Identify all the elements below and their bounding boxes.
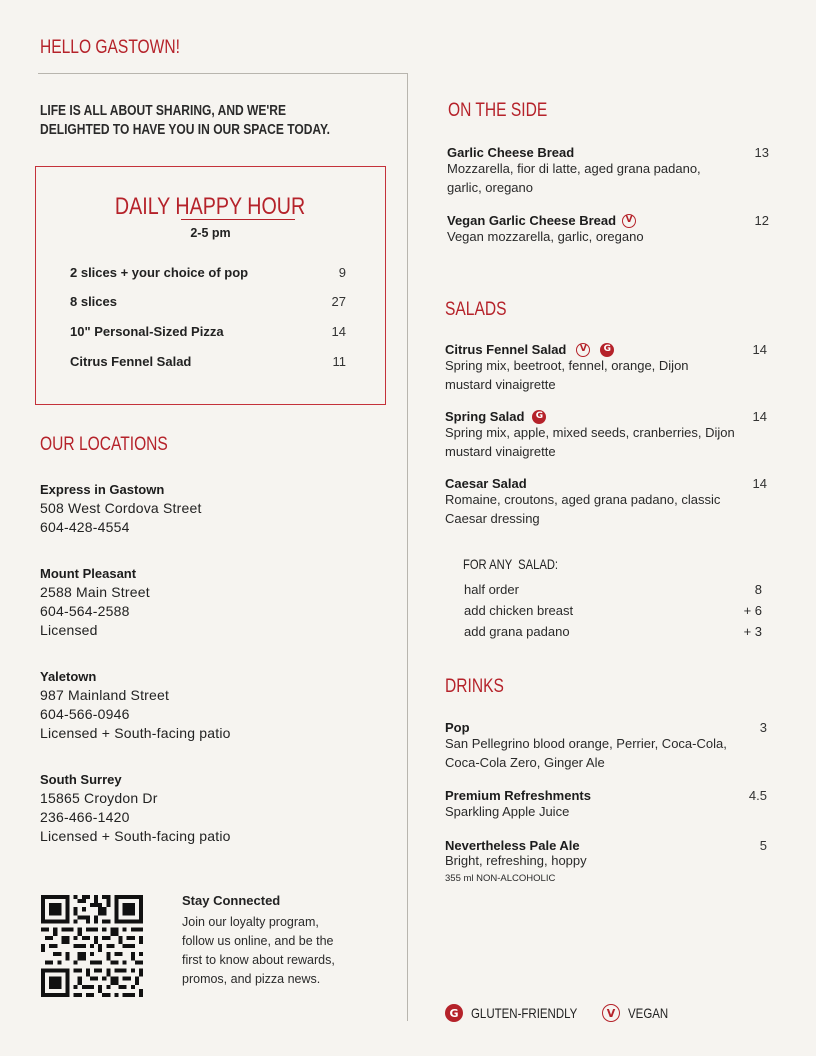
- location-phone: 236-466-1420: [40, 809, 130, 825]
- locations-heading: OUR LOCATIONS: [40, 434, 168, 455]
- addon-price: 8: [754, 582, 762, 597]
- on-the-side-heading: ON THE SIDE: [448, 100, 548, 121]
- gluten-friendly-icon: G: [445, 1004, 463, 1022]
- menu-item: [445, 476, 767, 528]
- legend-gluten-friendly: [445, 1004, 601, 1022]
- item-name: Garlic Cheese Bread: [447, 145, 575, 160]
- happy-hour-item-name: 10" Personal-Sized Pizza: [70, 324, 224, 339]
- menu-item: [445, 342, 767, 394]
- location-address: 987 Mainland Street: [40, 687, 170, 703]
- happy-hour-item-price: 9: [338, 265, 346, 280]
- item-description: San Pellegrino blood orange, Perrier, Coca-Cola, Coca-Cola Zero, Ginger Ale: [445, 736, 727, 770]
- item-name: Caesar Salad: [445, 476, 527, 491]
- item-note: 355 ml NON-ALCOHOLIC: [445, 873, 556, 884]
- menu-item: [447, 145, 769, 197]
- addon-row: [464, 582, 762, 597]
- item-price: 4.5: [748, 788, 767, 803]
- location-name: Mount Pleasant: [40, 566, 137, 581]
- item-description: Spring mix, beetroot, fennel, orange, Dijon mustard vinaigrette: [445, 358, 689, 392]
- vegan-icon: V: [576, 343, 590, 357]
- item-price: 5: [759, 838, 767, 853]
- addon-name: half order: [464, 582, 519, 597]
- happy-hour-item-name: 8 slices: [70, 294, 117, 309]
- stay-line: follow us online, and be the: [182, 934, 334, 948]
- intro-line-1: LIFE IS ALL ABOUT SHARING, AND WE'RE: [40, 103, 287, 119]
- addon-row: [464, 603, 762, 618]
- happy-hour-box: [35, 166, 386, 405]
- happy-hour-title-b: HAPPY HOUR: [175, 193, 306, 220]
- stay-connected-body: [182, 913, 362, 989]
- location-note: Licensed: [40, 622, 98, 638]
- gluten-friendly-icon: G: [532, 410, 546, 424]
- vegan-icon: V: [602, 1004, 620, 1022]
- location-phone: 604-564-2588: [40, 603, 130, 619]
- drinks-heading: DRINKS: [445, 676, 504, 697]
- location-note: Licensed + South-facing patio: [40, 725, 231, 741]
- menu-item: [445, 838, 767, 884]
- salads-heading: SALADS: [445, 299, 507, 320]
- location-block: [40, 566, 150, 640]
- location-name: South Surrey: [40, 772, 122, 787]
- item-price: 3: [759, 720, 767, 735]
- addon-name: add grana padano: [464, 624, 570, 639]
- location-address: 2588 Main Street: [40, 584, 150, 600]
- item-name: Spring Salad: [445, 409, 525, 424]
- location-phone: 604-566-0946: [40, 706, 130, 722]
- happy-hour-item-price: 27: [331, 294, 346, 309]
- item-description: Sparkling Apple Juice: [445, 804, 570, 819]
- menu-item: [447, 213, 769, 247]
- happy-hour-item-price: 11: [332, 354, 346, 369]
- item-price: 14: [752, 409, 767, 424]
- location-address: 508 West Cordova Street: [40, 500, 202, 516]
- intro-line-2: DELIGHTED TO HAVE YOU IN OUR SPACE TODAY.: [40, 122, 331, 138]
- item-description: Romaine, croutons, aged grana padano, classic Caesar dressing: [445, 492, 721, 526]
- addon-price: + 3: [743, 624, 762, 639]
- happy-hour-item-name: Citrus Fennel Salad: [70, 354, 192, 369]
- location-name: Yaletown: [40, 669, 97, 684]
- location-phone: 604-428-4554: [40, 519, 130, 535]
- item-name: Pop: [445, 720, 470, 735]
- happy-hour-item-name: 2 slices + your choice of pop: [70, 265, 249, 280]
- happy-hour-title: [36, 193, 385, 221]
- happy-hour-time: 2-5 pm: [190, 226, 231, 240]
- menu-item: [445, 409, 767, 461]
- happy-hour-item: [70, 354, 346, 369]
- menu-item: [445, 720, 767, 772]
- greeting-heading: HELLO GASTOWN!: [40, 37, 180, 58]
- legend-label: VEGAN: [628, 1005, 669, 1021]
- item-description: Spring mix, apple, mixed seeds, cranberries, Dijon mustard vinaigrette: [445, 425, 735, 459]
- addon-heading: FOR ANY SALAD:: [463, 556, 559, 572]
- item-price: 14: [752, 342, 767, 357]
- divider-vertical: [407, 73, 408, 1021]
- location-address: 15865 Croydon Dr: [40, 790, 158, 806]
- location-note: Licensed + South-facing patio: [40, 828, 231, 844]
- item-name: Nevertheless Pale Ale: [445, 838, 580, 853]
- legend-label: GLUTEN-FRIENDLY: [471, 1005, 578, 1021]
- stay-connected-title: Stay Connected: [182, 893, 281, 908]
- location-block: [40, 772, 231, 846]
- happy-hour-item: [70, 294, 346, 309]
- happy-hour-item: [70, 265, 346, 280]
- stay-line: Join our loyalty program,: [182, 915, 319, 929]
- item-description: Bright, refreshing, hoppy: [445, 853, 587, 868]
- happy-hour-underline: [181, 219, 295, 220]
- divider-horizontal: [38, 73, 408, 74]
- location-name: Express in Gastown: [40, 482, 165, 497]
- item-price: 14: [752, 476, 767, 491]
- menu-item: [445, 788, 767, 822]
- stay-line: promos, and pizza news.: [182, 972, 321, 986]
- item-description: Mozzarella, fior di latte, aged grana padano, garlic, oregano: [447, 161, 701, 195]
- item-price: 12: [754, 213, 769, 228]
- location-block: [40, 482, 202, 537]
- gluten-friendly-icon: G: [600, 343, 614, 357]
- vegan-icon: V: [622, 214, 636, 228]
- item-price: 13: [754, 145, 769, 160]
- intro-text: [40, 102, 397, 140]
- addon-price: + 6: [743, 603, 762, 618]
- happy-hour-title-a: DAILY: [115, 193, 176, 220]
- location-block: [40, 669, 231, 743]
- legend-vegan: [602, 1004, 677, 1022]
- qr-code-icon[interactable]: [41, 895, 143, 997]
- item-name: Citrus Fennel Salad: [445, 342, 567, 357]
- item-name: Vegan Garlic Cheese Bread: [447, 213, 617, 228]
- happy-hour-item-price: 14: [331, 324, 346, 339]
- happy-hour-item: [70, 324, 346, 339]
- item-description: Vegan mozzarella, garlic, oregano: [447, 229, 644, 244]
- addon-row: [464, 624, 762, 639]
- stay-line: first to know about rewards,: [182, 953, 335, 967]
- addon-name: add chicken breast: [464, 603, 574, 618]
- item-name: Premium Refreshments: [445, 788, 591, 803]
